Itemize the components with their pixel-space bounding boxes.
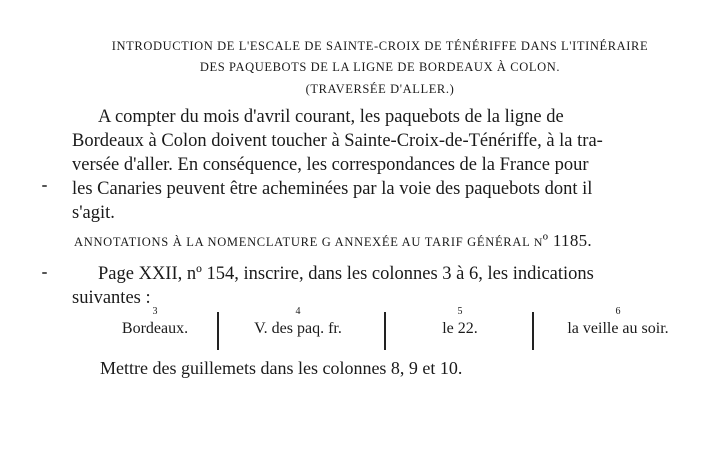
paragraph-line: suivantes : xyxy=(72,288,151,308)
paragraph-line: les Canaries peuvent être acheminées par la voie des paquebots dont il xyxy=(72,179,593,199)
column-number: 3 xyxy=(152,306,158,317)
column-divider xyxy=(384,312,386,350)
paragraph-line: s'agit. xyxy=(72,203,115,223)
paragraph-line: versée d'aller. En conséquence, les correspondances de la France pour xyxy=(72,155,589,175)
paragraph-line: Bordeaux à Colon doivent toucher à Sainte-Croix-de-Ténériffe, à la tra- xyxy=(72,131,603,151)
column-6 xyxy=(538,306,698,340)
paragraph-announcement xyxy=(72,105,692,225)
annotation-heading-number: nº 1185. xyxy=(533,231,592,250)
section-heading-line-2: DES PAQUEBOTS DE LA LIGNE DE BORDEAUX À COLON. xyxy=(199,60,561,74)
column-4 xyxy=(223,306,373,340)
column-value: V. des paq. fr. xyxy=(254,320,342,337)
column-value: le 22. xyxy=(442,320,478,337)
annotation-heading-text: ANNOTATIONS À LA NOMENCLATURE G ANNEXÉE AU TARIF GÉNÉRAL xyxy=(74,235,530,249)
column-5 xyxy=(390,306,530,340)
column-number: 5 xyxy=(457,306,463,317)
column-number: 4 xyxy=(295,306,301,317)
columns-table xyxy=(100,306,700,352)
column-value: Bordeaux. xyxy=(121,320,189,337)
column-divider xyxy=(217,312,219,350)
column-number: 6 xyxy=(615,306,621,317)
column-divider xyxy=(532,312,534,350)
paragraph-line: A compter du mois d'avril courant, les paquebots de la ligne de xyxy=(98,107,564,127)
paragraph-quotation-marks: Mettre des guillemets dans les colonnes 8, 9 et 10. xyxy=(100,358,463,378)
annotation-heading xyxy=(74,231,694,251)
margin-mark xyxy=(42,272,47,274)
column-value: la veille au soir. xyxy=(567,320,669,337)
section-heading-line-1: INTRODUCTION DE L'ESCALE DE SAINTE-CROIX DE TÉNÉRIFFE DANS L'ITINÉRAIRE xyxy=(111,39,649,53)
paragraph-line: Page XXII, nº 154, inscrire, dans les colonnes 3 à 6, les indications xyxy=(98,264,594,284)
section-heading-line-3: (TRAVERSÉE D'ALLER.) xyxy=(305,82,455,96)
column-3 xyxy=(100,306,210,340)
margin-mark xyxy=(42,185,47,187)
paragraph-instruction xyxy=(72,262,692,310)
